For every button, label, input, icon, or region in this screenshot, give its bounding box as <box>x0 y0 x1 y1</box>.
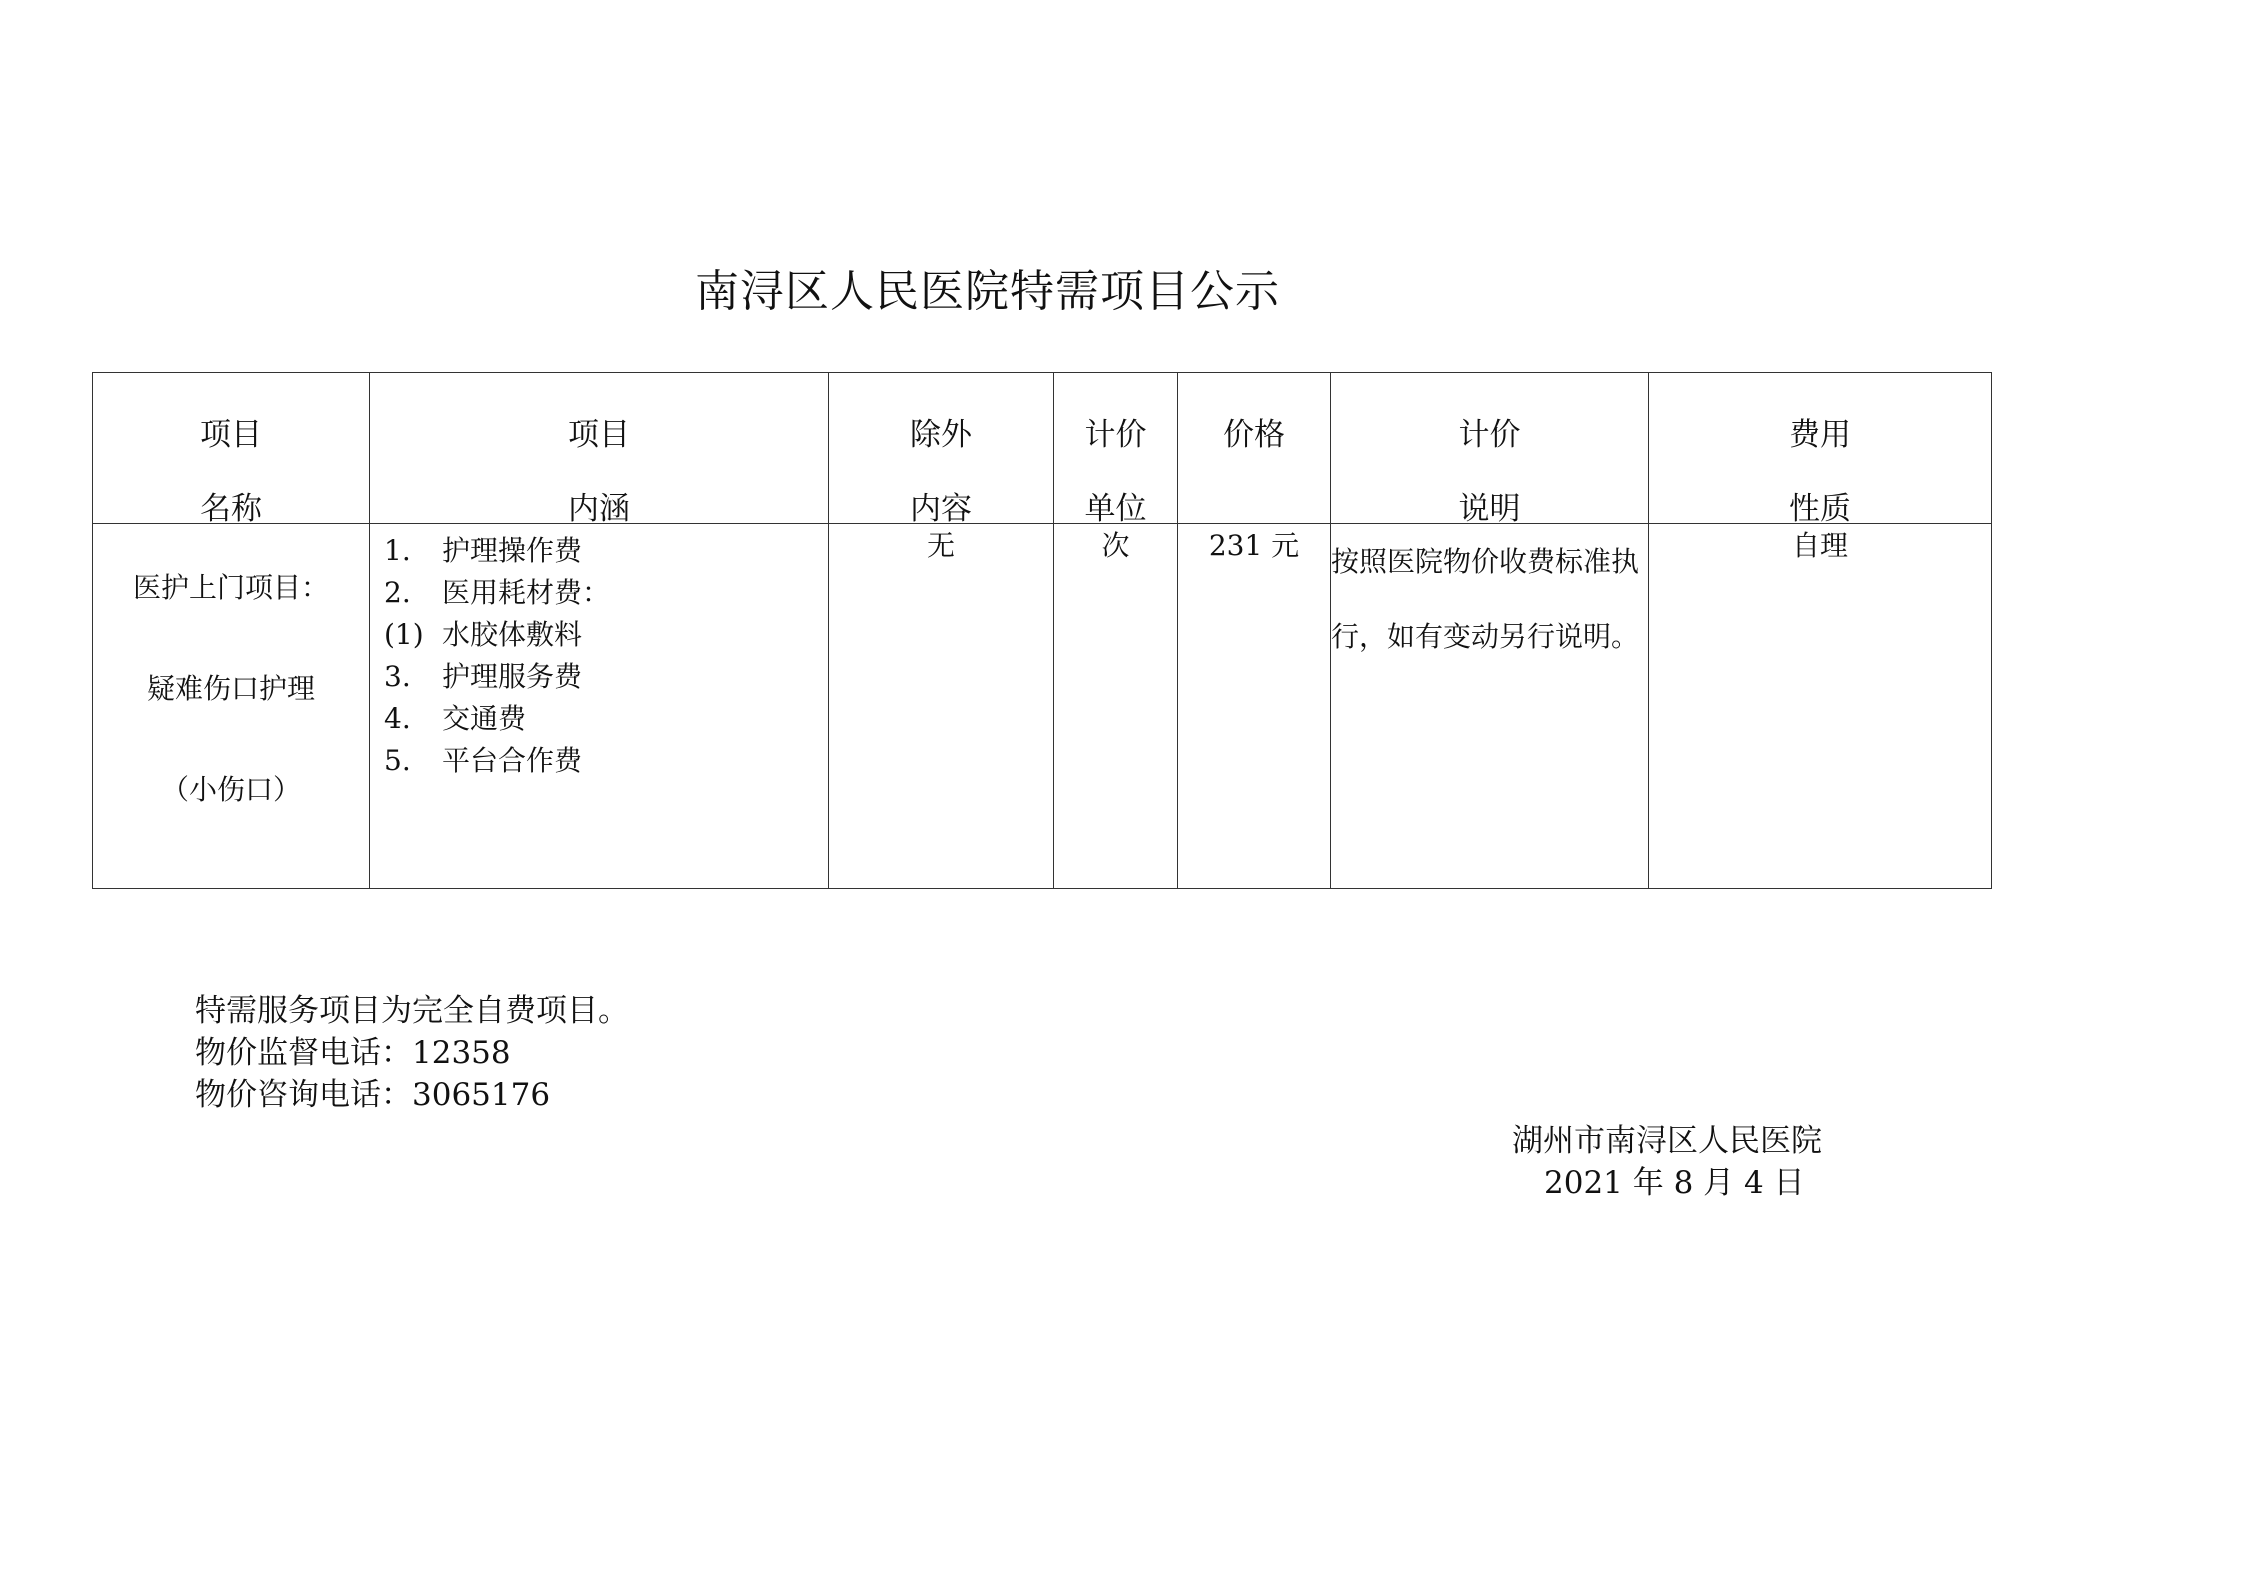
header-pricing-note: 计价 说明 <box>1331 373 1649 524</box>
page-title: 南浔区人民医院特需项目公示 <box>695 266 1280 317</box>
table-header-row <box>93 373 1992 524</box>
signature-date: 2021 年 8 月 4 日 <box>1544 1165 1805 1201</box>
item-name-line: （小伤口） <box>160 773 301 806</box>
table-row <box>93 524 1992 889</box>
header-price: 价格 <box>1178 373 1331 524</box>
header-excluded: 除外 内容 <box>829 373 1054 524</box>
item-name-line: 疑难伤口护理 <box>146 672 315 705</box>
cell-price: 231 元 <box>1178 524 1331 889</box>
list-item: 2. 医用耗材费： <box>384 576 611 609</box>
header-item-content: 项目 内涵 <box>370 373 829 524</box>
list-item: 3. 护理服务费 <box>384 660 583 693</box>
header-fee-nature: 费用 性质 <box>1649 373 1992 524</box>
signature-org: 湖州市南浔区人民医院 <box>1512 1123 1822 1159</box>
list-item: 5. 平台合作费 <box>384 744 583 777</box>
cell-item-content <box>370 524 829 889</box>
cell-excluded: 无 <box>829 524 1054 889</box>
item-name-line: 医护上门项目： <box>132 571 329 604</box>
cell-unit: 次 <box>1054 524 1178 889</box>
list-item: 4. 交通费 <box>384 702 527 735</box>
footer-notes <box>195 990 629 1116</box>
fee-table <box>92 372 1992 889</box>
self-pay-note: 特需服务项目为完全自费项目。 <box>195 993 629 1029</box>
header-unit: 计价 单位 <box>1054 373 1178 524</box>
cell-fee-nature: 自理 <box>1649 524 1992 889</box>
header-item-name: 项目 名称 <box>93 373 370 524</box>
supervision-phone: 物价监督电话：12358 <box>195 1035 511 1071</box>
signature-block <box>1512 1120 1822 1204</box>
list-item: 1. 护理操作费 <box>384 534 583 567</box>
cell-pricing-note: 按照医院物价收费标准执行，如有变动另行说明。 <box>1331 524 1649 889</box>
cell-item-name <box>93 524 370 889</box>
inquiry-phone: 物价咨询电话：3065176 <box>195 1077 551 1113</box>
list-item: (1) 水胶体敷料 <box>384 618 583 651</box>
